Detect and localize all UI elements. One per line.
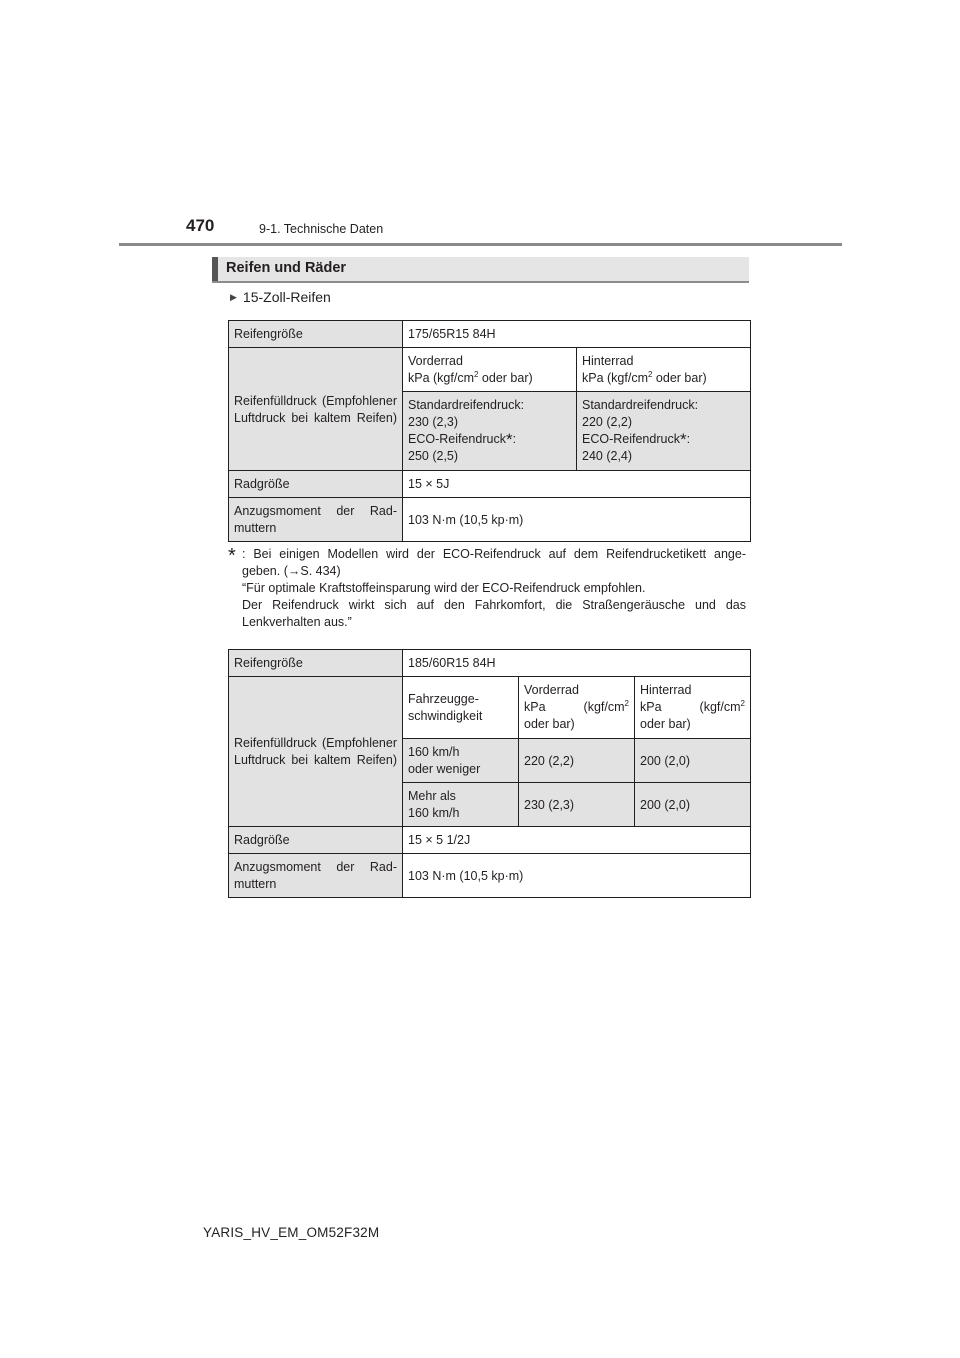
rear-pressure-values: Standardreifendruck: 220 (2,2) ECO-Reifendruck*: 240 (2,4) — [577, 392, 751, 471]
section-marker — [212, 257, 218, 281]
front-wheel-header: Vorderrad kPa ($kgf/cm^2$ oder bar) — [519, 677, 635, 739]
table-row — [229, 321, 751, 348]
front-wheel-unit: kPa ($kgf/cm^2$ oder bar) — [408, 369, 533, 385]
table-row — [229, 827, 751, 854]
page-number: 470 — [186, 216, 215, 235]
tire-size-value: 175/65R15 84H — [403, 321, 751, 348]
wheel-size-label: Radgröße — [229, 471, 403, 498]
torque-value: 103 N·m (10,5 kp·m) — [403, 854, 751, 898]
front-pressure-value: 230 (2,3) — [519, 783, 635, 827]
section-header — [212, 257, 749, 283]
tire-spec-table-2 — [228, 649, 751, 898]
tire-pressure-label-text: Reifenfülldruck (Empfohlener Luftdruck bei kaltem Reifen) — [234, 736, 397, 767]
footnote-line: Der Reifendruck wirkt sich auf den Fahrkomfort, die Straßengeräusche und das — [242, 598, 746, 612]
torque-value: 103 N·m (10,5 kp·m) — [403, 498, 751, 542]
chapter-title: 9-1. Technische Daten — [259, 222, 384, 236]
table-row — [229, 854, 751, 898]
table-row — [229, 471, 751, 498]
wheel-size-value: 15 × 5 1/2J — [403, 827, 751, 854]
table-row — [229, 677, 751, 739]
footnote — [228, 546, 746, 631]
tire-size-value: 185/60R15 84H — [403, 650, 751, 677]
speed-header: Fahrzeugge- schwindigkeit — [403, 677, 519, 739]
front-pressure-value: 220 (2,2) — [519, 739, 635, 783]
front-pressure-values: Standardreifendruck: 230 (2,3) ECO-Reifendruck*: 250 (2,5) — [403, 392, 577, 471]
subheading-text: 15-Zoll-Reifen — [242, 289, 331, 305]
torque-label: Anzugsmoment der Rad- muttern — [229, 854, 403, 898]
rear-wheel-header — [577, 348, 751, 392]
tire-size-label: Reifengröße — [229, 321, 403, 348]
triangle-bullet-icon: ▶ — [230, 292, 237, 302]
section-title: Reifen und Räder — [226, 260, 347, 276]
footnote-line: “Für optimale Kraftstoffeinsparung wird der ECO-Reifendruck empfohlen. — [242, 581, 646, 595]
footnote-line: geben. (→S. 434) — [242, 564, 341, 578]
rear-wheel-unit: kPa ($kgf/cm^2$ oder bar) — [582, 369, 707, 385]
tire-pressure-label — [229, 677, 403, 827]
rear-wheel-title: Hinterrad — [582, 354, 634, 368]
speed-value: Mehr als 160 km/h — [403, 783, 519, 827]
speed-value: 160 km/h oder weniger — [403, 739, 519, 783]
asterisk-icon: * — [505, 430, 513, 449]
subheading — [230, 289, 331, 305]
tire-spec-table-1 — [228, 320, 751, 542]
rear-wheel-header: Hinterrad kPa ($kgf/cm^2$ oder bar) — [635, 677, 751, 739]
wheel-size-value: 15 × 5J — [403, 471, 751, 498]
rear-pressure-value: 200 (2,0) — [635, 739, 751, 783]
header-divider — [119, 243, 842, 246]
footnote-line: Lenkverhalten aus.” — [242, 615, 352, 629]
asterisk-icon: * — [679, 430, 687, 449]
asterisk-icon: * — [228, 545, 236, 567]
tire-pressure-label-text: Reifenfülldruck (Empfohlener Luftdruck bei kaltem Reifen) — [234, 393, 397, 425]
document-code: YARIS_HV_EM_OM52F32M — [203, 1225, 380, 1240]
footnote-line: : Bei einigen Modellen wird der ECO-Reifendruck auf dem Reifendrucketikett ange- — [242, 547, 746, 561]
wheel-size-label: Radgröße — [229, 827, 403, 854]
front-wheel-title: Vorderrad — [408, 354, 463, 368]
table-row — [229, 348, 751, 392]
rear-pressure-value: 200 (2,0) — [635, 783, 751, 827]
table-row — [229, 650, 751, 677]
front-wheel-header — [403, 348, 577, 392]
table-row — [229, 498, 751, 542]
tire-size-label: Reifengröße — [229, 650, 403, 677]
torque-label: Anzugsmoment der Rad- muttern — [229, 498, 403, 542]
tire-pressure-label — [229, 348, 403, 471]
